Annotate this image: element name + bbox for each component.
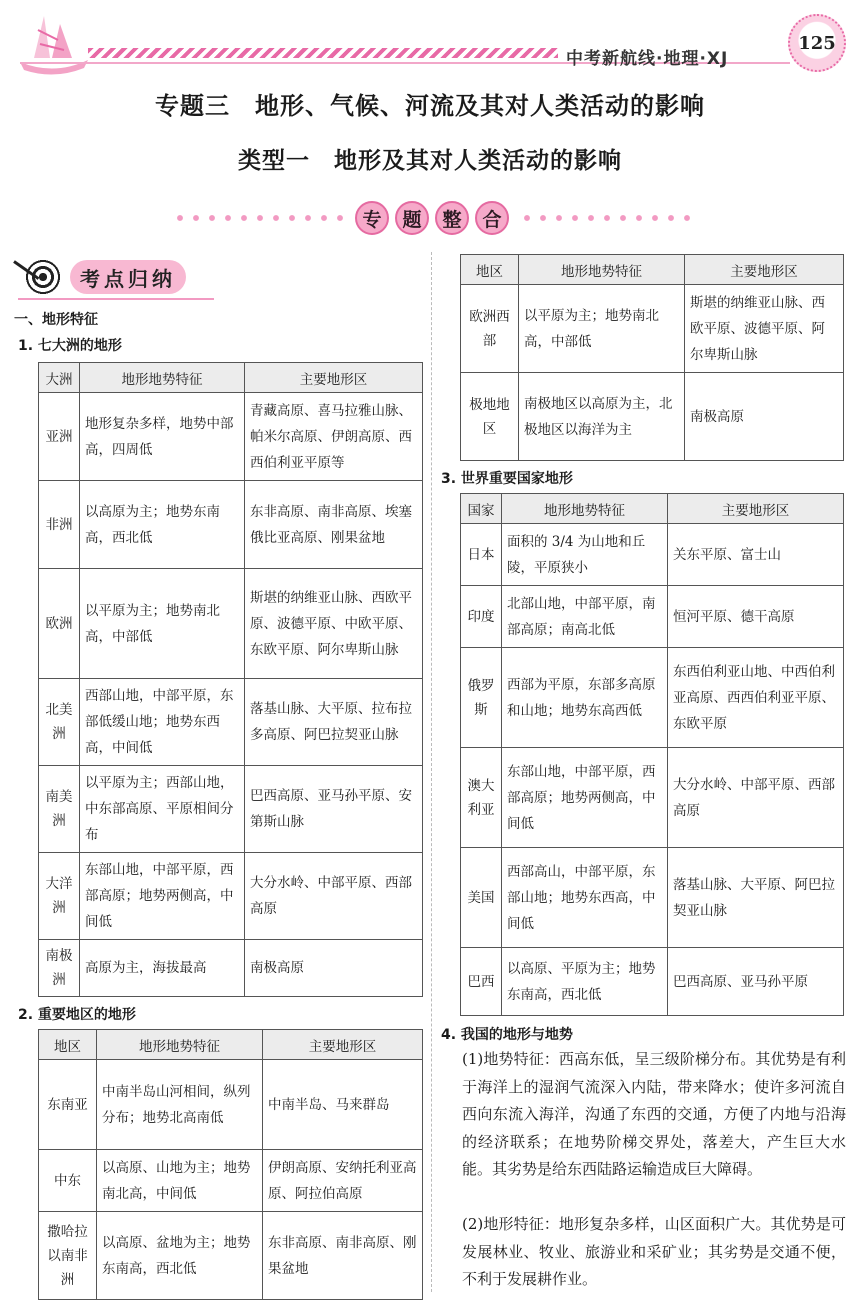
table-row (39, 1212, 423, 1300)
table-cell: 俄罗斯 (461, 648, 502, 748)
table-cell: 大洋洲 (39, 853, 80, 940)
table-header: 地区 (461, 255, 519, 285)
key-points-badge (14, 254, 210, 300)
continents-table (38, 362, 423, 997)
table-cell: 斯堪的纳维亚山脉、西欧平原、波德平原、阿尔卑斯山脉 (685, 285, 844, 373)
table-row (461, 524, 844, 586)
table-cell: 欧洲 (39, 569, 80, 679)
table-row (461, 648, 844, 748)
table-row (461, 373, 844, 461)
table-cell: 北美洲 (39, 679, 80, 766)
table-cell: 东非高原、南非高原、埃塞俄比亚高原、刚果盆地 (245, 481, 423, 569)
table-cell: 斯堪的纳维亚山脉、西欧平原、波德平原、中欧平原、东欧平原、阿尔卑斯山脉 (245, 569, 423, 679)
regions-table-continued (460, 254, 844, 461)
table-cell: 以高原为主；地势东南高，西北低 (80, 481, 245, 569)
badge-underline (18, 298, 214, 300)
ribbon-char: 题 (395, 201, 429, 235)
table-row (39, 393, 423, 481)
table-cell: 撒哈拉以南非洲 (39, 1212, 97, 1300)
table-cell: 地形复杂多样，地势中部高，四周低 (80, 393, 245, 481)
table-cell: 大分水岭、中部平原、西部高原 (668, 748, 844, 848)
series-title: 中考新航线·地理·XJ (566, 49, 729, 69)
table-cell: 以高原、盆地为主；地势东南高，西北低 (97, 1212, 263, 1300)
table-cell: 面积的 3/4 为山地和丘陵，平原狭小 (502, 524, 668, 586)
ribbon-char: 专 (355, 201, 389, 235)
table-row (461, 848, 844, 948)
table-header: 地形地势特征 (519, 255, 685, 285)
subsection-heading: 1. 七大洲的地形 (18, 338, 122, 354)
table-header: 主要地形区 (668, 494, 844, 524)
table-cell: 落基山脉、大平原、阿巴拉契亚山脉 (668, 848, 844, 948)
table-row (39, 940, 423, 997)
table-cell: 印度 (461, 586, 502, 648)
table-cell: 东西伯利亚山地、中西伯利亚高原、西西伯利亚平原、东欧平原 (668, 648, 844, 748)
countries-table (460, 493, 844, 1016)
subsection-heading: 4. 我国的地形与地势 (441, 1027, 573, 1043)
subsection-heading: 3. 世界重要国家地形 (441, 471, 573, 487)
table-cell: 恒河平原、德干高原 (668, 586, 844, 648)
section-ribbon (172, 200, 692, 236)
table-cell: 关东平原、富士山 (668, 524, 844, 586)
table-header: 主要地形区 (245, 363, 423, 393)
table-row (39, 1060, 423, 1150)
table-cell: 南极高原 (245, 940, 423, 997)
header-stripe (88, 48, 558, 58)
dot-line-left (172, 214, 345, 222)
table-cell: 美国 (461, 848, 502, 948)
table-header: 大洲 (39, 363, 80, 393)
table-header: 主要地形区 (263, 1030, 423, 1060)
paragraph: (1)地势特征：西高东低，呈三级阶梯分布。其优势是有利于海洋上的湿润气流深入内陆，带来降水；使许多河流自西向东流入海洋，沟通了东西的交通，方便了内地与沿海的经济联系；在地势阶梯交界处，落差大，产生巨大水能。其劣势是给东西陆路运输造成巨大障碍。 (462, 1050, 846, 1178)
table-cell: 北部山地，中部平原，南部高原；南高北低 (502, 586, 668, 648)
table-cell: 以平原为主；西部山地，中东部高原、平原相间分布 (80, 766, 245, 853)
table-cell: 中南半岛、马来群岛 (263, 1060, 423, 1150)
table-row (461, 748, 844, 848)
table-cell: 南美洲 (39, 766, 80, 853)
table-header: 地形地势特征 (97, 1030, 263, 1060)
subsection-heading: 2. 重要地区的地形 (18, 1007, 136, 1023)
table-cell: 中东 (39, 1150, 97, 1212)
table-row (39, 569, 423, 679)
table-cell: 巴西高原、亚马孙平原、安第斯山脉 (245, 766, 423, 853)
table-row (461, 948, 844, 1016)
table-cell: 巴西高原、亚马孙平原 (668, 948, 844, 1016)
ribbon-char: 整 (435, 201, 469, 235)
dot-line-right (519, 214, 692, 222)
target-icon (24, 258, 62, 296)
table-cell: 巴西 (461, 948, 502, 1016)
table-cell: 南极高原 (685, 373, 844, 461)
table-cell: 伊朗高原、安纳托利亚高原、阿拉伯高原 (263, 1150, 423, 1212)
table-cell: 中南半岛山河相间，纵列分布；地势北高南低 (97, 1060, 263, 1150)
paragraph: (2)地形特征：地形复杂多样，山区面积广大。其优势是可发展林业、牧业、旅游业和采矿业；其劣势是交通不便，不利于发展耕作业。 (462, 1215, 846, 1288)
table-cell: 澳大利亚 (461, 748, 502, 848)
table-header: 地区 (39, 1030, 97, 1060)
table-cell: 极地地区 (461, 373, 519, 461)
page-number: 125 (788, 14, 846, 72)
table-header: 地形地势特征 (502, 494, 668, 524)
table-cell: 以高原、山地为主；地势南北高，中间低 (97, 1150, 263, 1212)
badge-label: 考点归纳 (70, 260, 186, 294)
table-cell: 以平原为主；地势南北高，中部低 (519, 285, 685, 373)
table-cell: 南极洲 (39, 940, 80, 997)
regions-table (38, 1029, 423, 1300)
table-row (39, 481, 423, 569)
topic-title: 专题三 地形、气候、河流及其对人类活动的影响 (155, 92, 705, 120)
table-cell: 以平原为主；地势南北高，中部低 (80, 569, 245, 679)
table-header: 主要地形区 (685, 255, 844, 285)
table-row (39, 853, 423, 940)
sailboat-logo-icon (14, 10, 92, 78)
table-row (461, 285, 844, 373)
table-cell: 日本 (461, 524, 502, 586)
table-cell: 亚洲 (39, 393, 80, 481)
type-title: 类型一 地形及其对人类活动的影响 (238, 147, 622, 174)
table-cell: 东南亚 (39, 1060, 97, 1150)
table-header: 地形地势特征 (80, 363, 245, 393)
table-header: 国家 (461, 494, 502, 524)
table-row (39, 1150, 423, 1212)
column-divider (431, 252, 432, 1292)
table-cell: 非洲 (39, 481, 80, 569)
table-cell: 东部山地，中部平原，西部高原；地势两侧高，中间低 (502, 748, 668, 848)
table-cell: 青藏高原、喜马拉雅山脉、帕米尔高原、伊朗高原、西西伯利亚平原等 (245, 393, 423, 481)
table-cell: 欧洲西部 (461, 285, 519, 373)
table-cell: 东部山地，中部平原，西部高原；地势两侧高，中间低 (80, 853, 245, 940)
ribbon-char: 合 (475, 201, 509, 235)
table-row (39, 766, 423, 853)
section-heading: 一、地形特征 (14, 312, 98, 328)
table-cell: 以高原、平原为主；地势东南高，西北低 (502, 948, 668, 1016)
table-cell: 西部山地，中部平原，东部低缓山地；地势东西高，中间低 (80, 679, 245, 766)
table-cell: 高原为主，海拔最高 (80, 940, 245, 997)
table-cell: 落基山脉、大平原、拉布拉多高原、阿巴拉契亚山脉 (245, 679, 423, 766)
table-cell: 西部高山，中部平原，东部山地；地势东西高，中间低 (502, 848, 668, 948)
table-cell: 大分水岭、中部平原、西部高原 (245, 853, 423, 940)
table-cell: 南极地区以高原为主，北极地区以海洋为主 (519, 373, 685, 461)
table-cell: 东非高原、南非高原、刚果盆地 (263, 1212, 423, 1300)
table-row (461, 586, 844, 648)
table-cell: 西部为平原，东部多高原和山地；地势东高西低 (502, 648, 668, 748)
table-row (39, 679, 423, 766)
